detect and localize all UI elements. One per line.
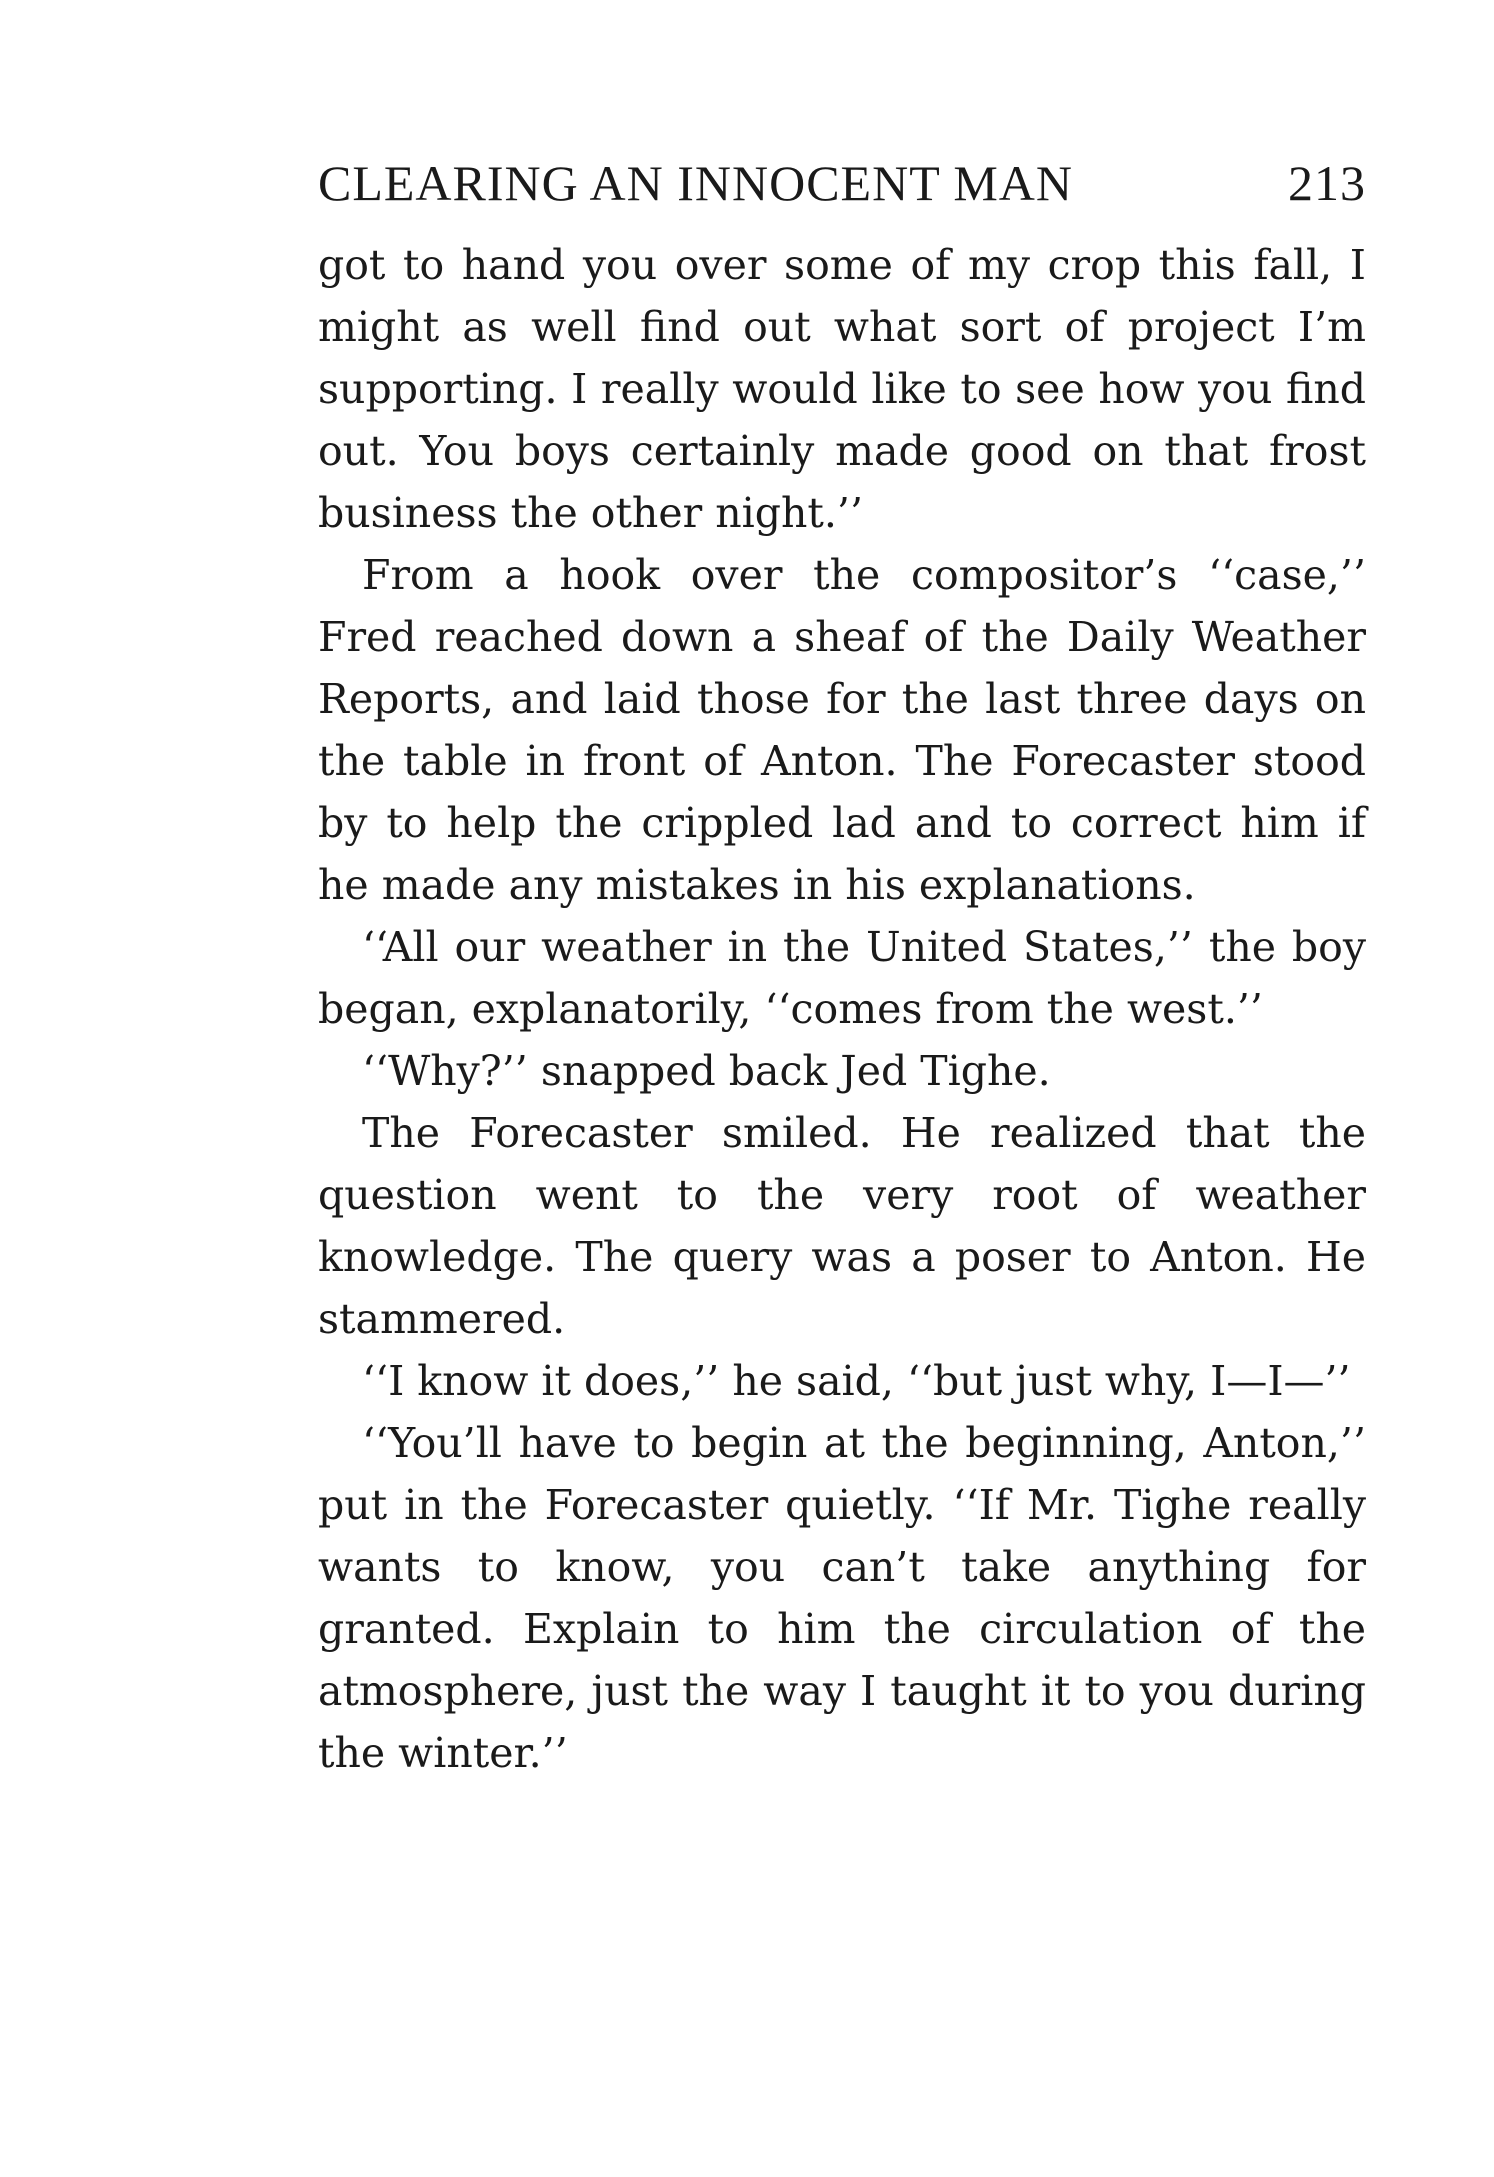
paragraph-7: ‘‘You’ll have to begin at the beginning, Anton,’’ put in the Forecaster quietly. ‘‘If Mr. Tighe really wants to know, you can’t take anything for granted. Explain to him the circulation of the atmosphere, just the way I taught it to you during the winter.’’ (318, 1419, 1366, 1777)
running-title: CLEARING AN INNOCENT MAN (318, 155, 1074, 211)
paragraph-2: From a hook over the compositor’s ‘‘case,’’ Fred reached down a sheaf of the Daily Weather Reports, and laid those for the last three days on the table in front of Anton. The Forecaster stood by to help the crippled lad and to correct him if he made any mistakes in his explanations. (318, 551, 1366, 909)
paragraph-3: ‘‘All our weather in the United States,’’ the boy began, explanatorily, ‘‘comes from the west.’’ (318, 923, 1366, 1033)
paragraph-5: The Forecaster smiled. He realized that the question went to the very root of weather knowledge. The query was a poser to Anton. He stammered. (318, 1109, 1366, 1343)
page-number: 213 (1288, 155, 1366, 211)
paragraph-4: ‘‘Why?’’ snapped back Jed Tighe. (362, 1047, 1051, 1095)
body-text (318, 234, 1366, 1784)
page-header (318, 148, 1366, 218)
paragraph-6: ‘‘I know it does,’’ he said, ‘‘but just why, I—I—’’ (362, 1357, 1351, 1405)
paragraph-1: got to hand you over some of my crop this fall, I might as well find out what sort of project I’m supporting. I really would like to see how you find out. You boys certainly made good on that frost business the other night.’’ (318, 241, 1366, 537)
